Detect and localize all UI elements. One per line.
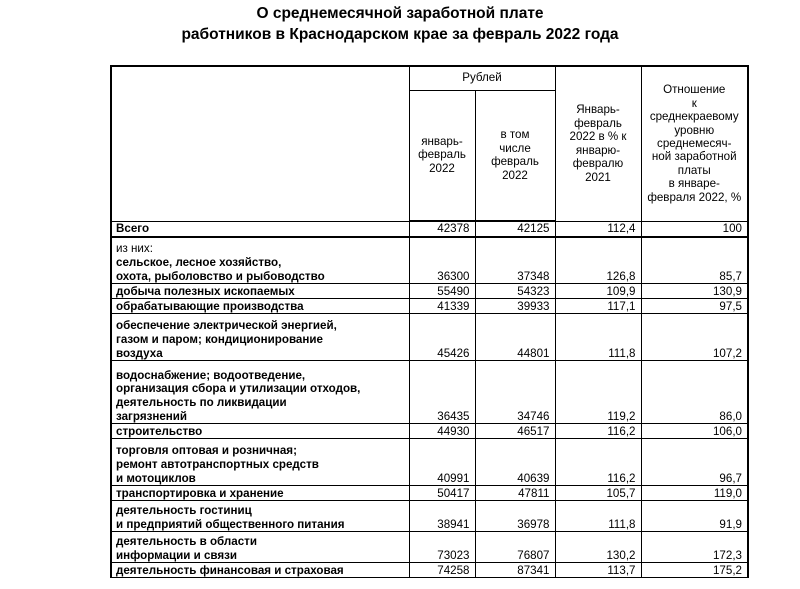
- row-label: торговля оптовая и розничная; ремонт автотранспортных средств и мотоциклов: [111, 439, 409, 486]
- table-row: [111, 299, 748, 314]
- cell-ratio: 172,3: [641, 532, 748, 563]
- cell-pct: 126,8: [555, 237, 641, 284]
- cell-pct: 111,8: [555, 501, 641, 532]
- table-row: [111, 424, 748, 439]
- row-label: обрабатывающие производства: [111, 299, 409, 314]
- cell-feb: 36978: [475, 501, 555, 532]
- cell-jan-feb: 73023: [409, 532, 475, 563]
- table-row: [111, 237, 748, 284]
- cell-pct: 116,2: [555, 439, 641, 486]
- cell-jan-feb: 40991: [409, 439, 475, 486]
- table-row: [111, 361, 748, 424]
- cell-ratio: 106,0: [641, 424, 748, 439]
- table-row: [111, 532, 748, 563]
- cell-pct: 112,4: [555, 221, 641, 237]
- row-label: деятельность в области информации и связи: [111, 532, 409, 563]
- cell-jan-feb: 41339: [409, 299, 475, 314]
- cell-jan-feb: 50417: [409, 486, 475, 501]
- cell-jan-feb: 45426: [409, 314, 475, 361]
- cell-pct: 113,7: [555, 563, 641, 578]
- cell-jan-feb: 36300: [409, 237, 475, 284]
- header-rubles: Рублей: [409, 66, 555, 90]
- cell-ratio: 100: [641, 221, 748, 237]
- table-row: [111, 501, 748, 532]
- cell-ratio: 86,0: [641, 361, 748, 424]
- row-label-cell: [111, 237, 409, 284]
- header-label-cell: [111, 66, 409, 221]
- title-line-2: работников в Краснодарском крае за февраль 2022 года: [181, 26, 619, 43]
- cell-jan-feb: 38941: [409, 501, 475, 532]
- table-row: [111, 563, 748, 578]
- cell-feb: 37348: [475, 237, 555, 284]
- cell-feb: 40639: [475, 439, 555, 486]
- cell-jan-feb: 36435: [409, 361, 475, 424]
- cell-jan-feb: 42378: [409, 221, 475, 237]
- cell-ratio: 96,7: [641, 439, 748, 486]
- header-jan-feb-2022: январь- февраль 2022: [409, 90, 475, 221]
- cell-ratio: 107,2: [641, 314, 748, 361]
- cell-feb: 87341: [475, 563, 555, 578]
- cell-feb: 76807: [475, 532, 555, 563]
- cell-ratio: 119,0: [641, 486, 748, 501]
- row-label: сельское, лесное хозяйство, охота, рыболовство и рыбоводство: [116, 255, 325, 283]
- header-pct-2021: Январь- февраль 2022 в % к январю- февралю 2021: [555, 66, 641, 221]
- salary-table: [110, 65, 749, 578]
- table-row: [111, 221, 748, 237]
- row-label: деятельность гостиниц и предприятий общественного питания: [111, 501, 409, 532]
- cell-ratio: 175,2: [641, 563, 748, 578]
- row-label: транспортировка и хранение: [111, 486, 409, 501]
- cell-ratio: 85,7: [641, 237, 748, 284]
- cell-ratio: 91,9: [641, 501, 748, 532]
- cell-pct: 109,9: [555, 284, 641, 299]
- cell-pct: 116,2: [555, 424, 641, 439]
- cell-feb: 39933: [475, 299, 555, 314]
- row-label: Всего: [111, 221, 409, 237]
- cell-feb: 44801: [475, 314, 555, 361]
- row-label: обеспечение электрической энергией, газом и паром; кондиционирование воздуха: [111, 314, 409, 361]
- cell-feb: 47811: [475, 486, 555, 501]
- header-ratio: Отношение к среднекраевому уровню среднемесяч- ной заработной платы в январе- февраля 2022, %: [641, 66, 748, 221]
- row-prefix: из них:: [116, 242, 153, 256]
- cell-jan-feb: 44930: [409, 424, 475, 439]
- title-line-1: О среднемесячной заработной плате: [256, 5, 544, 22]
- cell-feb: 54323: [475, 284, 555, 299]
- table-row: [111, 486, 748, 501]
- cell-ratio: 130,9: [641, 284, 748, 299]
- cell-ratio: 97,5: [641, 299, 748, 314]
- row-label: добыча полезных ископаемых: [111, 284, 409, 299]
- row-label: водоснабжение; водоотведение, организация сбора и утилизации отходов, деятельность по ликвидации загрязнений: [111, 361, 409, 424]
- cell-jan-feb: 74258: [409, 563, 475, 578]
- cell-jan-feb: 55490: [409, 284, 475, 299]
- cell-feb: 42125: [475, 221, 555, 237]
- cell-feb: 34746: [475, 361, 555, 424]
- cell-pct: 119,2: [555, 361, 641, 424]
- row-label: строительство: [111, 424, 409, 439]
- cell-pct: 111,8: [555, 314, 641, 361]
- page-title: [0, 3, 800, 45]
- cell-feb: 46517: [475, 424, 555, 439]
- cell-pct: 117,1: [555, 299, 641, 314]
- table-row: [111, 439, 748, 486]
- cell-pct: 105,7: [555, 486, 641, 501]
- header-incl-feb-2022: в том числе февраль 2022: [475, 90, 555, 221]
- cell-pct: 130,2: [555, 532, 641, 563]
- row-label: деятельность финансовая и страховая: [111, 563, 409, 578]
- table-row: [111, 284, 748, 299]
- table-row: [111, 314, 748, 361]
